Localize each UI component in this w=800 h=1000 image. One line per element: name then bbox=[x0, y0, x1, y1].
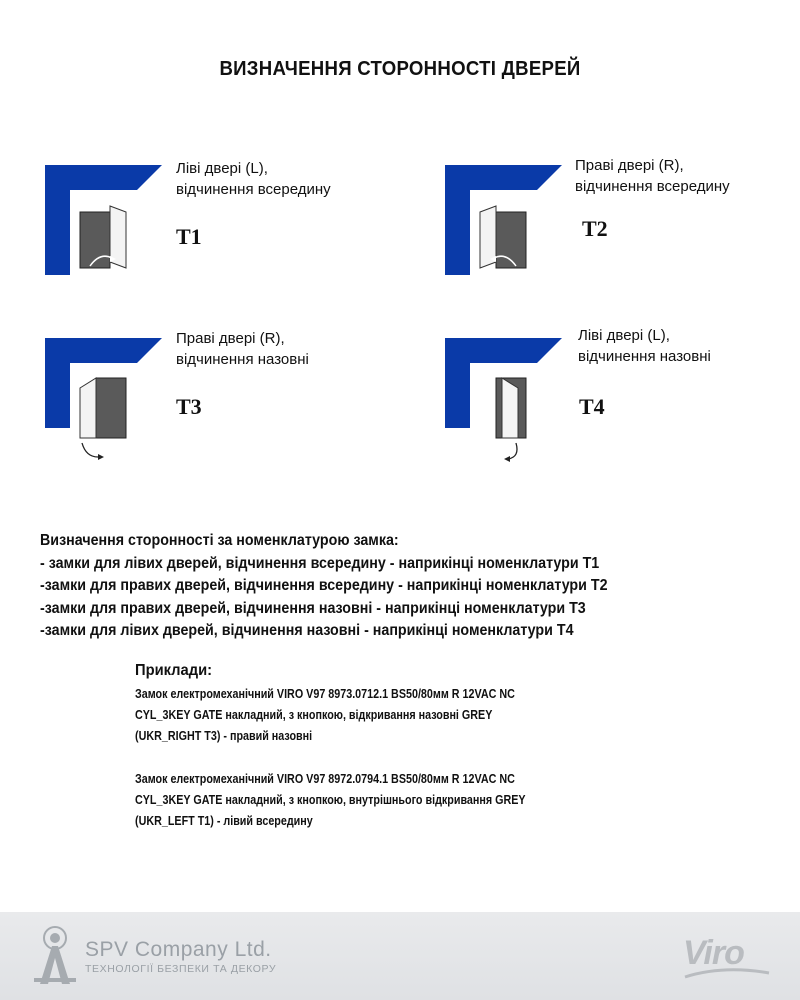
diagram-t4-label: Ліві двері (L), відчинення назовні bbox=[578, 327, 711, 365]
example-1-line: Замок електромеханічний VIRO V97 8973.0712.1 BS50/80мм R 12VAC NC bbox=[135, 687, 515, 701]
examples bbox=[135, 662, 695, 832]
diagram-t1 bbox=[40, 160, 190, 300]
door-outside-left-icon bbox=[440, 333, 590, 468]
spv-company-logo-icon bbox=[30, 924, 80, 993]
diagram-t4 bbox=[440, 333, 590, 473]
company-tagline: ТЕХНОЛОГІЇ БЕЗПЕКИ ТА ДЕКОРУ bbox=[85, 963, 277, 975]
diagram-t2-code: T2 bbox=[582, 216, 608, 241]
diagram-t3-label: Праві двері (R), відчинення назовні bbox=[176, 330, 309, 368]
example-1-line: CYL_3KEY GATE накладний, з кнопкою, відкривання назовні GREY bbox=[135, 708, 493, 722]
company-block bbox=[85, 938, 276, 975]
rule-item-t2: -замки для правих дверей, відчинення всередину - наприкінці номенклатури T2 bbox=[40, 577, 608, 594]
examples-heading: Приклади: bbox=[135, 662, 213, 679]
example-2-line: Замок електромеханічний VIRO V97 8972.0794.1 BS50/80мм R 12VAC NC bbox=[135, 772, 515, 786]
diagram-t1-code: T1 bbox=[176, 224, 202, 249]
viro-logo-text: Viro bbox=[683, 934, 744, 972]
rule-item-t1: - замки для лівих дверей, відчинення всередину - наприкінці номенклатури T1 bbox=[40, 554, 600, 572]
door-inside-left-icon bbox=[40, 160, 190, 280]
footer bbox=[0, 912, 800, 1000]
diagram-t4-code: T4 bbox=[579, 394, 605, 419]
rule-item-t3: -замки для правих дверей, відчинення назовні - наприкінці номенклатури T3 bbox=[40, 599, 586, 617]
diagram-t1-label: Ліві двері (L), відчинення всередину bbox=[176, 160, 331, 198]
page-title: ВИЗНАЧЕННЯ СТОРОННОСТІ ДВЕРЕЙ bbox=[219, 58, 581, 80]
company-name: SPV Company Ltd. bbox=[85, 938, 272, 961]
rule-item-t4: -замки для лівих дверей, відчинення назовні - наприкінці номенклатури T4 bbox=[40, 622, 574, 639]
diagram-t3 bbox=[40, 333, 190, 473]
diagram-t2 bbox=[440, 160, 590, 300]
door-outside-right-icon bbox=[40, 333, 190, 468]
nomenclature-rules bbox=[40, 530, 760, 643]
rules-heading: Визначення сторонності за номенклатурою замка: bbox=[40, 532, 399, 549]
example-2-line: CYL_3KEY GATE накладний, з кнопкою, внутрішнього відкривання GREY bbox=[135, 793, 526, 807]
example-2-line: (UKR_LEFT T1) - лівий всередину bbox=[135, 814, 313, 828]
example-1-line: (UKR_RIGHT T3) - правий назовні bbox=[135, 729, 313, 743]
door-inside-right-icon bbox=[440, 160, 590, 280]
diagram-t2-label: Праві двері (R), відчинення всередину bbox=[575, 157, 730, 195]
diagram-t3-code: T3 bbox=[176, 394, 202, 419]
viro-logo-icon bbox=[683, 934, 773, 981]
